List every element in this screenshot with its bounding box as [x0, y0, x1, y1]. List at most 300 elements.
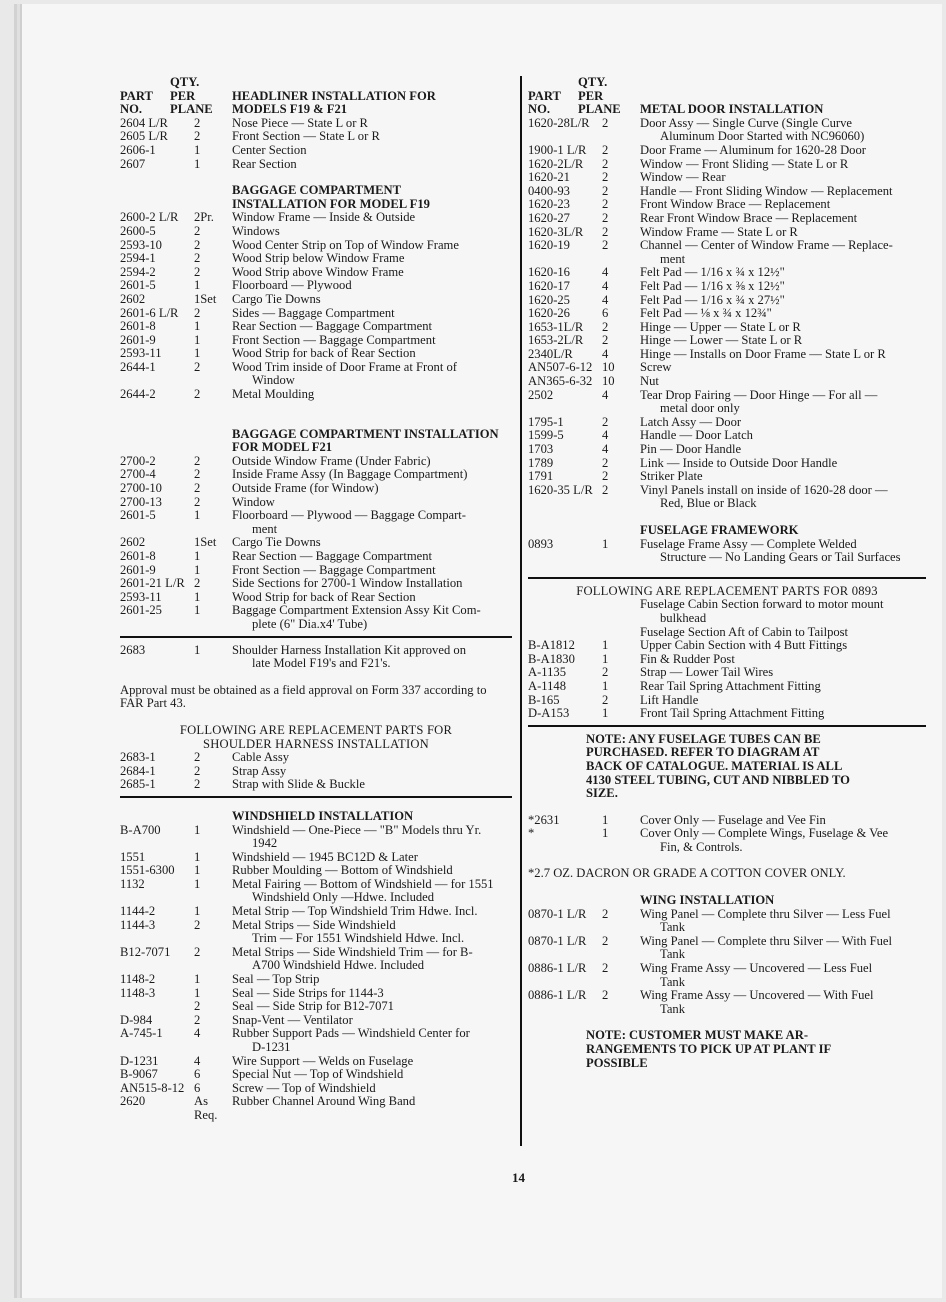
part-number: 1653-1L/R [528, 319, 584, 334]
part-number: 1132 [120, 876, 145, 891]
quantity: 2 [194, 359, 201, 374]
part-number: 0870-1 L/R [528, 933, 587, 948]
part-number: 1789 [528, 455, 554, 470]
quantity: 1 [194, 319, 201, 334]
header-per: PER [578, 88, 604, 103]
quantity: 2 [194, 763, 201, 778]
quantity: 2 [194, 237, 201, 252]
description-line: Wood Strip below Window Frame [232, 251, 405, 266]
description [640, 185, 926, 199]
left-column [120, 76, 512, 1123]
part-number: 0886-1 L/R [528, 988, 587, 1003]
description-line: Screw — Top of Windshield [232, 1080, 376, 1095]
description [232, 455, 512, 469]
quantity: 2 [194, 223, 201, 238]
description [232, 225, 512, 239]
part-row [120, 279, 512, 293]
parts-list-0893-replacement [528, 639, 926, 721]
description-line: Front Window Brace — Replacement [640, 197, 831, 212]
part-number: 2601-8 [120, 319, 156, 334]
note-line: NOTE: CUSTOMER MUST MAKE AR- [586, 1028, 809, 1043]
description [232, 468, 512, 482]
header-plane: PLANE [578, 102, 621, 117]
description [232, 117, 512, 131]
part-row [528, 694, 926, 708]
description-line: Hinge — Lower — State L or R [640, 333, 803, 348]
description-line: Sides — Baggage Compartment [232, 305, 395, 320]
quantity: 2 [602, 183, 609, 198]
description-line: Windshield — 1945 BC12D & Later [232, 849, 418, 864]
note-line: RANGEMENTS TO PICK UP AT PLANT IF [586, 1042, 832, 1056]
part-row [120, 117, 512, 131]
description-line: Seal — Top Strip [232, 972, 320, 987]
quantity: 2 [602, 906, 609, 921]
part-row [120, 361, 512, 388]
quantity: 2 [194, 999, 201, 1014]
parts-list-metal-door [528, 117, 926, 511]
column-header [528, 76, 926, 117]
description-continuation: plete (6" Dia.x4' Tube) [252, 616, 368, 631]
part-row [528, 814, 926, 828]
description [640, 144, 926, 158]
quantity: 1 [602, 651, 609, 666]
divider [120, 636, 512, 638]
description-line: Channel — Center of Window Frame — Replace- [640, 238, 893, 253]
part-row [120, 919, 512, 946]
part-row [528, 158, 926, 172]
description-line: Tear Drop Fairing — Door Hinge — For all — [640, 387, 878, 402]
quantity: 6 [194, 1067, 201, 1082]
description-line: Special Nut — Top of Windshield [232, 1067, 404, 1082]
part-row [120, 320, 512, 334]
part-number: 1148-2 [120, 972, 156, 987]
part-row [528, 198, 926, 212]
quantity: 2 [602, 469, 609, 484]
part-row [120, 864, 512, 878]
quantity: 6 [194, 1080, 201, 1095]
part-row [120, 144, 512, 158]
description [640, 348, 926, 362]
description-line: Cargo Tie Downs [232, 535, 321, 550]
part-row [528, 280, 926, 294]
part-row [120, 266, 512, 280]
quantity: 2 [602, 156, 609, 171]
quantity: 2 [602, 142, 609, 157]
quantity: 1Set [194, 291, 217, 306]
part-number: 2605 L/R [120, 129, 168, 144]
part-row [528, 680, 926, 694]
part-number: 2593-11 [120, 589, 162, 604]
description-line: Rear Front Window Brace — Replacement [640, 210, 858, 225]
description-line: Hinge — Upper — State L or R [640, 319, 801, 334]
part-number: 1791 [528, 469, 554, 484]
part-number: 1620-21 [528, 170, 570, 185]
description [232, 564, 512, 578]
quantity: 1 [194, 549, 201, 563]
description [232, 864, 512, 878]
description-line: Front Tail Spring Attachment Fitting [640, 706, 825, 721]
part-number: 2502 [528, 387, 554, 402]
part-row [528, 226, 926, 240]
description [640, 935, 926, 962]
description-line: Seal — Side Strips for 1144-3 [232, 985, 384, 1000]
description-line: Window Frame — Inside & Outside [232, 210, 416, 225]
quantity: 1 [602, 678, 609, 693]
description [640, 307, 926, 321]
quantity: 4 [602, 292, 609, 307]
part-row [120, 130, 512, 144]
part-row [120, 1095, 512, 1122]
description-continuation: late Model F19's and F21's. [252, 656, 391, 671]
dacron-note: *2.7 OZ. DACRON OR GRADE A COTTON COVER ONLY. [528, 866, 846, 881]
header-qty: QTY. [578, 75, 608, 89]
description [232, 266, 512, 280]
description-continuation: Tank [660, 920, 685, 935]
part-row [120, 211, 512, 225]
description-line: Cover Only — Complete Wings, Fuselage & Vee [640, 826, 889, 841]
description-line: Snap-Vent — Ventilator [232, 1012, 353, 1027]
part-row [120, 1055, 512, 1069]
part-number: 1148-3 [120, 985, 156, 1000]
part-number: 2601-5 [120, 508, 156, 523]
quantity: 1 [602, 812, 609, 827]
parts-list-0893-sections [528, 598, 926, 639]
description [232, 361, 512, 388]
part-row [528, 171, 926, 185]
part-number: 1620-16 [528, 265, 570, 280]
part-number: D-1231 [120, 1053, 159, 1068]
part-number: 1144-3 [120, 917, 156, 932]
part-row [528, 389, 926, 416]
part-number: 1900-1 L/R [528, 142, 587, 157]
part-row [120, 1027, 512, 1054]
part-row [120, 591, 512, 605]
header-part: PART [120, 88, 153, 103]
description-line: Upper Cabin Section with 4 Butt Fittings [640, 638, 848, 653]
description-line: Vinyl Panels install on inside of 1620-28 door — [640, 482, 888, 497]
part-number: 2700-10 [120, 481, 162, 496]
quantity: 1Set [194, 535, 217, 550]
quantity: 1 [602, 638, 609, 653]
description-line: Rear Section [232, 156, 297, 171]
part-row [528, 185, 926, 199]
section-title-baggage-f21: BAGGAGE COMPARTMENT INSTALLATION FOR MODEL F21 [232, 426, 499, 455]
section-title-fuselage-framework: FUSELAGE FRAMEWORK [640, 523, 799, 537]
description-line: Strap with Slide & Buckle [232, 777, 365, 792]
quantity: 2 [194, 917, 201, 932]
part-number: B-165 [528, 692, 560, 707]
section-title-wing: WING INSTALLATION [640, 893, 775, 908]
quantity: 1 [194, 972, 201, 987]
description-line: Handle — Door Latch [640, 428, 753, 443]
description [640, 680, 926, 694]
quantity: 2 [602, 170, 609, 185]
part-row [528, 538, 926, 565]
description [232, 577, 512, 591]
quantity: 1 [194, 142, 201, 157]
part-row [120, 158, 512, 172]
description [640, 280, 926, 294]
part-row [528, 117, 926, 144]
header-per: PER [170, 88, 196, 103]
part-row [120, 509, 512, 536]
page-number: 14 [512, 1170, 525, 1185]
description [640, 653, 926, 667]
quantity: 1 [194, 562, 201, 577]
description-line: Wood Strip for back of Rear Section [232, 589, 416, 604]
description [232, 1082, 512, 1096]
quantity: 1 [602, 536, 609, 551]
section-description [640, 598, 926, 625]
description [232, 482, 512, 496]
description-line: Lift Handle [640, 692, 699, 707]
part-row [528, 908, 926, 935]
description [232, 144, 512, 158]
quantity: 2 [602, 933, 609, 948]
quantity: 1 [194, 904, 201, 919]
part-row [528, 294, 926, 308]
part-row [120, 239, 512, 253]
quantity: 1 [194, 156, 201, 171]
part-row [528, 212, 926, 226]
description [640, 266, 926, 280]
part-row [120, 765, 512, 779]
quantity: 1 [602, 826, 609, 841]
quantity: 2 [194, 251, 201, 266]
description-line: Front Section — Baggage Compartment [232, 562, 436, 577]
description [640, 226, 926, 240]
description-line: Metal Strips — Side Windshield Trim — for B- [232, 944, 473, 959]
description-line: Seal — Side Strip for B12-7071 [232, 999, 394, 1014]
part-number: 2684-1 [120, 763, 156, 778]
part-number: B-A1812 [528, 638, 575, 653]
part-number: B-A1830 [528, 651, 575, 666]
quantity: 2 [602, 319, 609, 334]
part-row [120, 482, 512, 496]
part-row [120, 905, 512, 919]
description-line: Wing Panel — Complete thru Silver — With Fuel [640, 933, 893, 948]
description [640, 962, 926, 989]
part-number: 2602 [120, 535, 146, 550]
part-number: 1620-3L/R [528, 224, 584, 239]
description [640, 361, 926, 375]
part-number [120, 1000, 194, 1014]
quantity: 2 [194, 944, 201, 959]
description-line: Outside Window Frame (Under Fabric) [232, 453, 431, 468]
description [232, 158, 512, 172]
part-row [120, 388, 512, 402]
parts-list-shoulder-harness [120, 644, 512, 671]
description-continuation: A700 Windshield Hdwe. Included [252, 958, 425, 973]
part-number: B12-7071 [120, 944, 171, 959]
description [232, 211, 512, 225]
part-number: 2606-1 [120, 142, 156, 157]
part-row [120, 536, 512, 550]
quantity: 1 [602, 706, 609, 721]
part-row [528, 361, 926, 375]
part-number: 2683-1 [120, 750, 156, 765]
description-line: Fuselage Cabin Section forward to motor mount [640, 597, 884, 612]
part-row [528, 375, 926, 389]
part-row [528, 416, 926, 430]
part-number: 2683 [120, 642, 146, 657]
note-fuselage-tubes [586, 733, 926, 801]
part-number: AN365-6-32 [528, 374, 593, 389]
description [640, 908, 926, 935]
quantity: 2 [602, 238, 609, 253]
quantity: 2 [194, 1012, 201, 1027]
quantity: 2 [194, 115, 201, 130]
description-line: Side Sections for 2700-1 Window Installation [232, 576, 463, 591]
quantity: 1 [194, 332, 201, 347]
section-title-metal-door: METAL DOOR INSTALLATION [640, 102, 824, 117]
description [232, 765, 512, 779]
description [232, 1055, 512, 1069]
quantity: 4 [602, 428, 609, 443]
quantity: 2 [194, 305, 201, 320]
part-number: *2631 [528, 812, 560, 827]
description [232, 778, 512, 792]
part-row [528, 348, 926, 362]
description-continuation: Window [252, 373, 295, 388]
description-line: Rear Tail Spring Attachment Fitting [640, 678, 821, 693]
part-number: 0886-1 L/R [528, 961, 587, 976]
part-number: 1620-23 [528, 197, 570, 212]
quantity: 4 [602, 387, 609, 402]
description [232, 824, 512, 851]
parts-list-wing [528, 908, 926, 1017]
quantity: 2 [194, 387, 201, 402]
part-row [120, 293, 512, 307]
description-line: Window Frame — State L or R [640, 224, 798, 239]
description [640, 814, 926, 828]
description-continuation: Trim — For 1551 Windshield Hdwe. Incl. [252, 931, 465, 946]
part-number: 2600-2 L/R [120, 210, 179, 225]
description-line: Window — Front Sliding — State L or R [640, 156, 849, 171]
quantity: 1 [194, 822, 201, 837]
description [640, 827, 926, 854]
part-number: B-A700 [120, 822, 161, 837]
parts-list-headliner [120, 117, 512, 171]
part-number: 2340L/R [528, 346, 573, 361]
part-number: 2700-2 [120, 453, 156, 468]
description-continuation: Windshield Only —Hdwe. Included [252, 890, 435, 905]
description-continuation: ment [660, 251, 686, 266]
quantity: 2Pr. [194, 210, 214, 225]
description-line: Strap Assy [232, 763, 287, 778]
description [232, 1068, 512, 1082]
part-row [120, 1000, 512, 1014]
quantity: 4 [194, 1026, 201, 1041]
description-line: Wing Panel — Complete thru Silver — Less Fuel [640, 906, 891, 921]
quantity: 2 [194, 494, 201, 509]
description [640, 117, 926, 144]
quantity: 2 [602, 455, 609, 470]
part-row [120, 564, 512, 578]
description-line: Metal Fairing — Bottom of Windshield — for 1551 [232, 876, 494, 891]
description-line: Inside Frame Assy (In Baggage Compartment) [232, 467, 468, 482]
note-customer-pickup [586, 1029, 926, 1070]
quantity: 1 [194, 642, 201, 657]
section-title-harness-replacement: FOLLOWING ARE REPLACEMENT PARTS FOR SHOULDER HARNESS INSTALLATION [179, 722, 453, 751]
part-row [528, 321, 926, 335]
section-description [640, 626, 926, 640]
quantity: 2 [194, 467, 201, 482]
part-number: 2601-5 [120, 278, 156, 293]
part-row [528, 639, 926, 653]
description-continuation: Tank [660, 974, 685, 989]
part-number: 1551 [120, 849, 146, 864]
description-line: Cover Only — Fuselage and Vee Fin [640, 812, 826, 827]
description-line: Outside Frame (for Window) [232, 481, 379, 496]
part-number: 1703 [528, 442, 554, 457]
description-line: Hinge — Installs on Door Frame — State L or R [640, 346, 886, 361]
quantity: 6 [602, 306, 609, 321]
part-row [120, 1014, 512, 1028]
part-number: 2607 [120, 156, 146, 171]
description-continuation: Aluminum Door Started with NC96060) [660, 129, 865, 144]
part-number: 2644-2 [120, 387, 156, 402]
quantity: 10 [602, 360, 615, 375]
description [232, 536, 512, 550]
description [232, 347, 512, 361]
note-line: BACK OF CATALOGUE. MATERIAL IS ALL [586, 758, 843, 773]
description-continuation: Structure — No Landing Gears or Tail Surfaces [660, 550, 901, 565]
quantity: As Req. [194, 1094, 218, 1122]
part-number: 2601-6 L/R [120, 305, 179, 320]
quantity: 1 [194, 985, 201, 1000]
description [232, 973, 512, 987]
part-row [528, 266, 926, 280]
description [232, 307, 512, 321]
parts-list-harness-replacement [120, 751, 512, 792]
quantity: 4 [602, 278, 609, 293]
part-row [528, 457, 926, 471]
part-number: 1551-6300 [120, 863, 175, 878]
part-number: 1144-2 [120, 904, 156, 919]
note-line: NOTE: ANY FUSELAGE TUBES CAN BE [586, 731, 821, 746]
quantity: 1 [194, 508, 201, 523]
description-line: Shoulder Harness Installation Kit approved on [232, 642, 466, 657]
quantity: 2 [602, 692, 609, 707]
part-row [120, 455, 512, 469]
description-continuation: Tank [660, 1001, 685, 1016]
part-number: 2601-9 [120, 332, 156, 347]
part-row [120, 973, 512, 987]
description-continuation: 1942 [252, 836, 278, 851]
part-row [528, 989, 926, 1016]
part-number: 2593-11 [120, 346, 162, 361]
part-row [120, 644, 512, 671]
description-line: Floorboard — Plywood [232, 278, 352, 293]
part-number: * [528, 826, 535, 841]
part-row [120, 334, 512, 348]
part-number: 2602 [120, 291, 146, 306]
description [640, 538, 926, 565]
description [232, 130, 512, 144]
part-number: 2700-4 [120, 467, 156, 482]
description-line: Metal Strips — Side Windshield [232, 917, 396, 932]
description-continuation: Tank [660, 947, 685, 962]
note-line: PURCHASED. REFER TO DIAGRAM AT [586, 745, 820, 760]
quantity: 2 [602, 333, 609, 348]
description [640, 443, 926, 457]
description-line: Link — Inside to Outside Door Handle [640, 455, 838, 470]
description-line: Floorboard — Plywood — Baggage Compart- [232, 508, 467, 523]
description [232, 320, 512, 334]
part-number: A-745-1 [120, 1026, 163, 1041]
description-line: Windshield — One-Piece — "B" Models thru Yr. [232, 822, 482, 837]
